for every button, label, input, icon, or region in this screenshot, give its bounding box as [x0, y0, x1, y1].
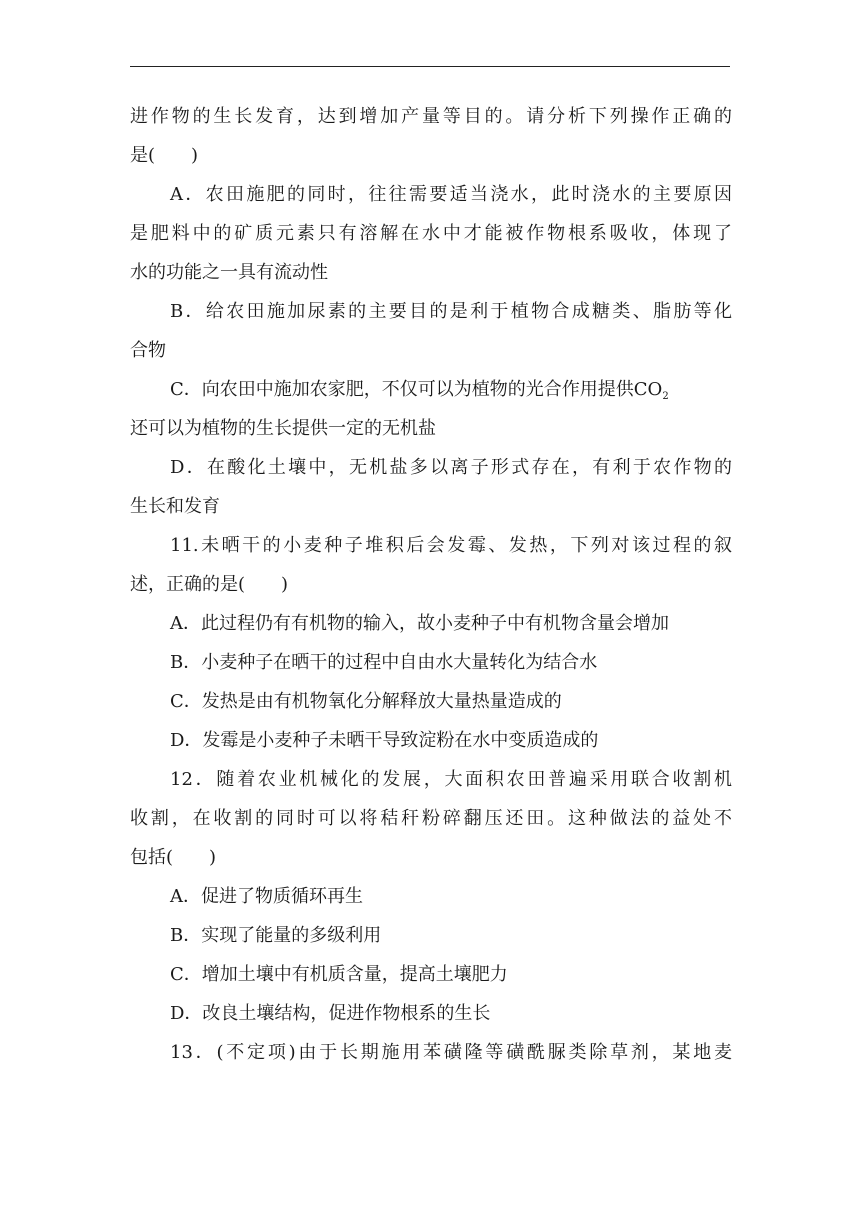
q10-stem-line2: 是( ): [130, 145, 199, 166]
q10-option-d-line2: 生长和发育: [130, 496, 220, 517]
header-rule: [130, 66, 730, 67]
co2-subscript: 2: [662, 391, 669, 402]
q11-option-a: A．此过程仍有有机物的输入，故小麦种子中有机物含量会增加: [170, 613, 669, 634]
q12-stem-line1: 12．随着农业机械化的发展，大面积农田普遍采用联合收割机: [170, 769, 732, 790]
q12-option-b: B．实现了能量的多级利用: [170, 925, 382, 946]
q10-option-c-text: C．向农田中施加农家肥，不仅可以为植物的光合作用提供CO: [170, 379, 663, 400]
q12-option-d: D．改良土壤结构，促进作物根系的生长: [170, 1003, 491, 1024]
q10-option-b-line2: 合物: [130, 340, 166, 361]
q10-option-a-line3: 水的功能之一具有流动性: [130, 262, 328, 283]
q12-option-c: C．增加土壤中有机质含量，提高土壤肥力: [170, 964, 508, 985]
q10-option-b-line1: B．给农田施加尿素的主要目的是利于植物合成糖类、脂肪等化: [170, 301, 732, 322]
q11-stem-line2: 述，正确的是( ): [130, 574, 289, 595]
q11-option-c: C．发热是由有机物氧化分解释放大量热量造成的: [170, 691, 562, 712]
q12-option-a: A．促进了物质循环再生: [170, 886, 363, 907]
q10-option-c-line2: 还可以为植物的生长提供一定的无机盐: [130, 418, 436, 439]
q10-option-c-line1: [130, 370, 732, 409]
q12-stem-line3: 包括( ): [130, 847, 217, 868]
q10-option-a-line2: 是肥料中的矿质元素只有溶解在水中才能被作物根系吸收，体现了: [130, 223, 732, 244]
q11-stem-line1: 11.未晒干的小麦种子堆积后会发霉、发热，下列对该过程的叙: [170, 535, 732, 556]
q12-stem-line2: 收割，在收割的同时可以将秸秆粉碎翻压还田。这种做法的益处不: [130, 808, 732, 829]
q10-option-d-line1: D．在酸化土壤中，无机盐多以离子形式存在，有利于农作物的: [170, 457, 732, 478]
q13-stem-line1: 13．(不定项)由于长期施用苯磺隆等磺酰脲类除草剂，某地麦: [170, 1042, 732, 1063]
q11-option-d: D．发霉是小麦种子未晒干导致淀粉在水中变质造成的: [170, 730, 599, 751]
q10-stem-line1: 进作物的生长发育，达到增加产量等目的。请分析下列操作正确的: [130, 106, 732, 127]
q10-option-a-line1: A．农田施肥的同时，往往需要适当浇水，此时浇水的主要原因: [170, 184, 732, 205]
q11-option-b: B．小麦种子在晒干的过程中自由水大量转化为结合水: [170, 652, 598, 673]
page-body: [130, 97, 732, 1072]
